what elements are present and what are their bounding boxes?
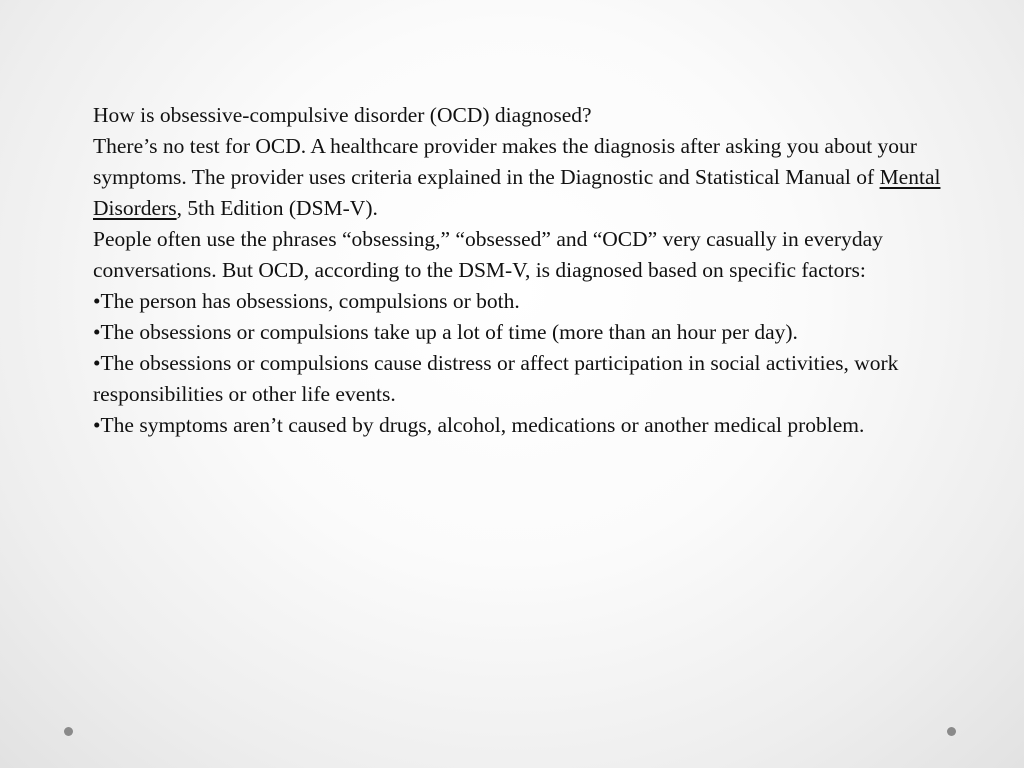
bullet-item: •The obsessions or compulsions cause distress or affect participation in social activities, work responsibilities or other life events. bbox=[93, 351, 899, 406]
paragraph-factors: People often use the phrases “obsessing,” “obsessed” and “OCD” very casually in everyday conversations. But OCD, according to the DSM-V, is diagnosed based on specific factors: bbox=[93, 227, 883, 282]
bullet-item: •The person has obsessions, compulsions or both. bbox=[93, 289, 520, 313]
decorative-dot-right bbox=[947, 727, 956, 736]
slide-title: How is obsessive-compulsive disorder (OCD) diagnosed? bbox=[93, 103, 592, 127]
paragraph-intro-text: There’s no test for OCD. A healthcare provider makes the diagnosis after asking you about your symptoms. The provider uses criteria explained in the Diagnostic and Statistical Manual of bbox=[93, 134, 917, 189]
bullet-item: •The symptoms aren’t caused by drugs, alcohol, medications or another medical problem. bbox=[93, 413, 865, 437]
bullet-item: •The obsessions or compulsions take up a lot of time (more than an hour per day). bbox=[93, 320, 798, 344]
decorative-dot-left bbox=[64, 727, 73, 736]
slide-body bbox=[93, 100, 943, 441]
paragraph-intro bbox=[93, 131, 943, 224]
mental-disorders-link[interactable]: Mental Disorders bbox=[93, 165, 941, 220]
paragraph-intro-tail: , 5th Edition (DSM-V). bbox=[176, 196, 378, 220]
